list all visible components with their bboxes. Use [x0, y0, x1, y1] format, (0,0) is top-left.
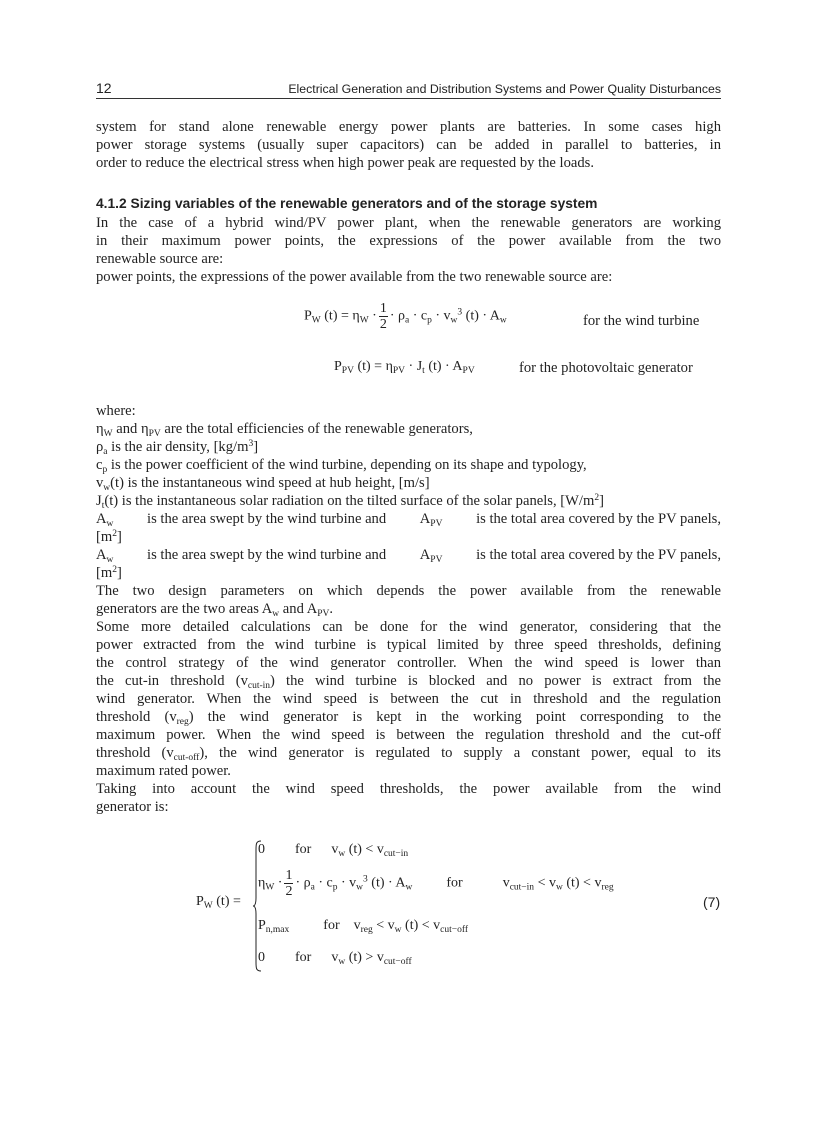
text-line: renewable source are: — [96, 251, 224, 267]
running-title: Electrical Generation and Distribution Systems and Power Quality Disturbances — [288, 82, 721, 96]
definition-vw: $v_w(t)$ is the instantaneous wind speed at hub height, [m/s] — [96, 475, 430, 493]
definition-cp: $c_p$ is the power coefficient of the wind turbine, depending on its shape and typology, — [96, 457, 587, 475]
pv-equation-desc: for the photovoltaic generator — [519, 360, 693, 376]
definition-text: is the area swept by the wind turbine and — [147, 511, 387, 527]
definition-area: $A_w$ is the area swept by the wind turbine and $A_{PV}$ is the total area covered by the PV panels, — [96, 511, 721, 529]
equation-number: (7) — [703, 894, 721, 910]
definition-eff: $\eta_W$ and $\eta_{PV}$ are the total efficiencies of the renewable generators, — [96, 421, 473, 439]
definition-text: is the air density, [kg/m — [111, 439, 249, 455]
text-line: wind generator. When the wind speed is between the cut in threshold and the regulation — [96, 691, 721, 707]
piecewise-case-4: 0 for $v_w$ $(t) > v_{cut-off}$ — [258, 950, 412, 967]
text-line: maximum rated power. — [96, 763, 231, 779]
text-line: The two design parameters on which depends the power available from the renewable — [96, 583, 721, 599]
text-fragment: threshold ( — [96, 745, 167, 761]
text-fragment: generators are the two areas — [96, 601, 259, 617]
definition-jt: $J_t(t)$ is the instantaneous solar radiation on the tilted surface of the solar panels, $[W/m^2]$ — [96, 493, 604, 511]
for-word: for — [323, 918, 340, 933]
wind-equation-desc: for the wind turbine — [583, 313, 700, 329]
text-line: in their maximum power points, the expressions of the power available from the two — [96, 233, 721, 249]
page-number: 12 — [96, 80, 112, 96]
text-fragment: ) the wind generator is kept in the working point corresponding to the — [188, 709, 721, 725]
definitions-block — [96, 402, 721, 816]
definition-text: is the total area covered by the PV panels, — [476, 511, 721, 527]
piecewise-lhs: $P_W$ (t) = — [196, 894, 241, 911]
where-label: where: — [96, 403, 136, 419]
text-line: power extracted from the wind turbine is typical limited by three speed thresholds, defining — [96, 637, 721, 653]
definition-text: [m — [96, 529, 113, 545]
definition-rho: $\rho_a$ is the air density, $[kg/m^3]$ — [96, 439, 259, 457]
piecewise-case-3: $P_{n,max}$ for $v_{reg} < v_w$ $(t) < v_{cut-off}$ — [258, 918, 469, 935]
text-line: generator is: — [96, 799, 169, 815]
text-line: generators are the two areas $A_w$ and $A_{PV}$. — [96, 601, 334, 619]
definition-text: is the instantaneous solar radiation on the tilted surface of the solar panels, [W/m — [121, 493, 595, 509]
definition-text: is the power coefficient of the wind turbine, depending on its shape and typology, — [110, 457, 587, 473]
text-line: threshold $(v_{cut-off})$, the wind generator is regulated to supply a constant power, equal to its — [96, 745, 721, 763]
for-word: for — [295, 950, 312, 965]
text-fragment: ), the wind generator is regulated to supply a constant power, equal to its — [199, 745, 721, 761]
text-line: Some more detailed calculations can be done for the wind generator, considering that the — [96, 619, 721, 635]
definition-area-repeat: $A_w$ is the area swept by the wind turbine and $A_{PV}$ is the total area covered by the PV panels, — [96, 547, 721, 565]
text-line: Taking into account the wind speed thresholds, the power available from the wind — [96, 781, 721, 797]
for-word: for — [295, 842, 312, 857]
intro-paragraph — [96, 118, 721, 172]
text-line: the cut-in threshold $(v_{cut-in})$ the wind turbine is blocked and no power is extract from the — [96, 673, 721, 691]
piecewise-case-2: $\eta_W$ · $\frac{1}{2}$ · $\rho_a \cdot c_p \cdot v_w^3$ $(t) \cdot A_w$ for $v_{cut-in} < v_w$ $(t) < v_{reg}$ — [258, 868, 614, 899]
pv-power-equation: $P_{PV}$ $(t) = \eta_{PV} \cdot J_t$ $(t) \cdot A_{PV}$ — [334, 359, 475, 376]
text-line: threshold $(v_{reg})$ the wind generator is kept in the working point corresponding to the — [96, 709, 721, 727]
definition-text: is the area swept by the wind turbine and — [147, 547, 387, 563]
for-word: for — [446, 875, 463, 891]
wind-power-equation: $P_W$ $(t) = \eta_W$ · $\frac{1}{2}$ · $\rho_a \cdot c_p \cdot v_w^3$ $(t) \cdot A_w$ — [304, 301, 507, 332]
text-fragment: ) the wind turbine is blocked and no power is extract from the — [270, 673, 721, 689]
definition-unit: $[m^2]$ — [96, 565, 122, 581]
text-line: In the case of a hybrid wind/PV power plant, when the renewable generators are working — [96, 215, 721, 231]
section-paragraph — [96, 214, 721, 286]
definition-text: is the total area covered by the PV panels, — [476, 547, 721, 563]
text-line: order to reduce the electrical stress when high power peak are requested by the loads. — [96, 155, 595, 171]
text-line: the control strategy of the wind generator controller. When the wind speed is lower than — [96, 655, 721, 671]
text-line: system for stand alone renewable energy power plants are batteries. In some cases high — [96, 119, 721, 135]
definition-unit: $[m^2]$ — [96, 529, 122, 545]
page-header — [96, 78, 721, 99]
definition-text: is the instantaneous wind speed at hub height, [m/s] — [127, 475, 430, 491]
text-fragment: threshold ( — [96, 709, 170, 725]
text-fragment: the cut-in threshold ( — [96, 673, 241, 689]
text-line: power storage systems (usually super capacitors) can be added in parallel to batteries, in — [96, 137, 721, 153]
text-line: power points, the expressions of the power available from the two renewable source are: — [96, 269, 613, 285]
piecewise-case-1: 0 for $v_w$ $(t) < v_{cut-in}$ — [258, 842, 409, 859]
definition-text: [m — [96, 565, 113, 581]
section-heading: 4.1.2 Sizing variables of the renewable generators and of the storage system — [96, 196, 598, 211]
text-line: maximum power. When the wind speed is between the regulation threshold and the cut-off — [96, 727, 721, 743]
definition-text: are the total efficiencies of the renewable generators, — [164, 421, 473, 437]
